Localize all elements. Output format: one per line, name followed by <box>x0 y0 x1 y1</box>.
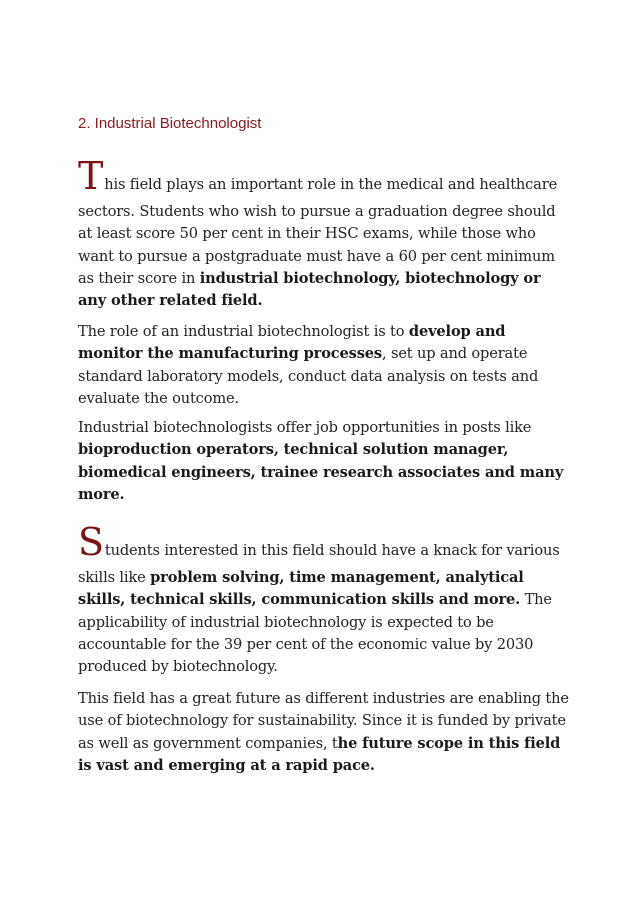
paragraph-text-continued: The applicability of industrial biotechnology is expected to be accountable for the 39 per cent of the economic value by 2030 produced by biotechnology. <box>78 591 552 676</box>
paragraph-text: skills like <box>78 569 151 586</box>
drop-cap: T <box>78 154 104 198</box>
first-line-text: tudents interested in this field should have a knack for various <box>104 542 560 559</box>
paragraph-text: This field has a great future as different industries are enabling the use of biotechnology for sustainability. Since it is funded by private as well as government companies, t <box>78 690 569 752</box>
paragraph-future-scope <box>78 688 573 777</box>
paragraph-bold-text: develop and monitor the manufacturing processes <box>78 323 506 363</box>
paragraph-bold-text: industrial biotechnology, biotechnology or any other related field. <box>78 269 541 310</box>
paragraph-skills <box>78 520 573 678</box>
paragraph-text-continued: , set up and operate standard laboratory models, conduct data analysis on tests and evaluate the outcome. <box>78 345 539 407</box>
paragraph-role-in-healthcare <box>78 154 573 312</box>
first-line <box>78 520 573 565</box>
paragraph-bold-text: bioproduction operators, technical solution manager, biomedical engineers, trainee research associates and many more. <box>78 441 564 503</box>
paragraph-role-description <box>78 321 573 410</box>
first-line-text: his field plays an important role in the medical and healthcare <box>104 176 558 193</box>
paragraph-text: The role of an industrial biotechnologist is to <box>78 323 409 340</box>
paragraph-bold-text: problem solving, time management, analytical skills, technical skills, communication skills and more. <box>78 569 524 609</box>
paragraph-text: sectors. Students who wish to pursue a graduation degree should at least score 50 per cent in their HSC exams, while those who want to pursue a postgraduate must have a 60 per cent minimum as their score in <box>78 203 556 287</box>
section-heading: 2. Industrial Biotechnologist <box>78 115 262 132</box>
first-line <box>78 154 573 199</box>
drop-cap: S <box>78 520 104 564</box>
paragraph-job-opportunities <box>78 417 573 506</box>
paragraph-bold-text: he future scope in this field is vast and emerging at a rapid pace. <box>78 734 561 774</box>
paragraph-text: Industrial biotechnologists offer job opportunities in posts like <box>78 419 532 436</box>
